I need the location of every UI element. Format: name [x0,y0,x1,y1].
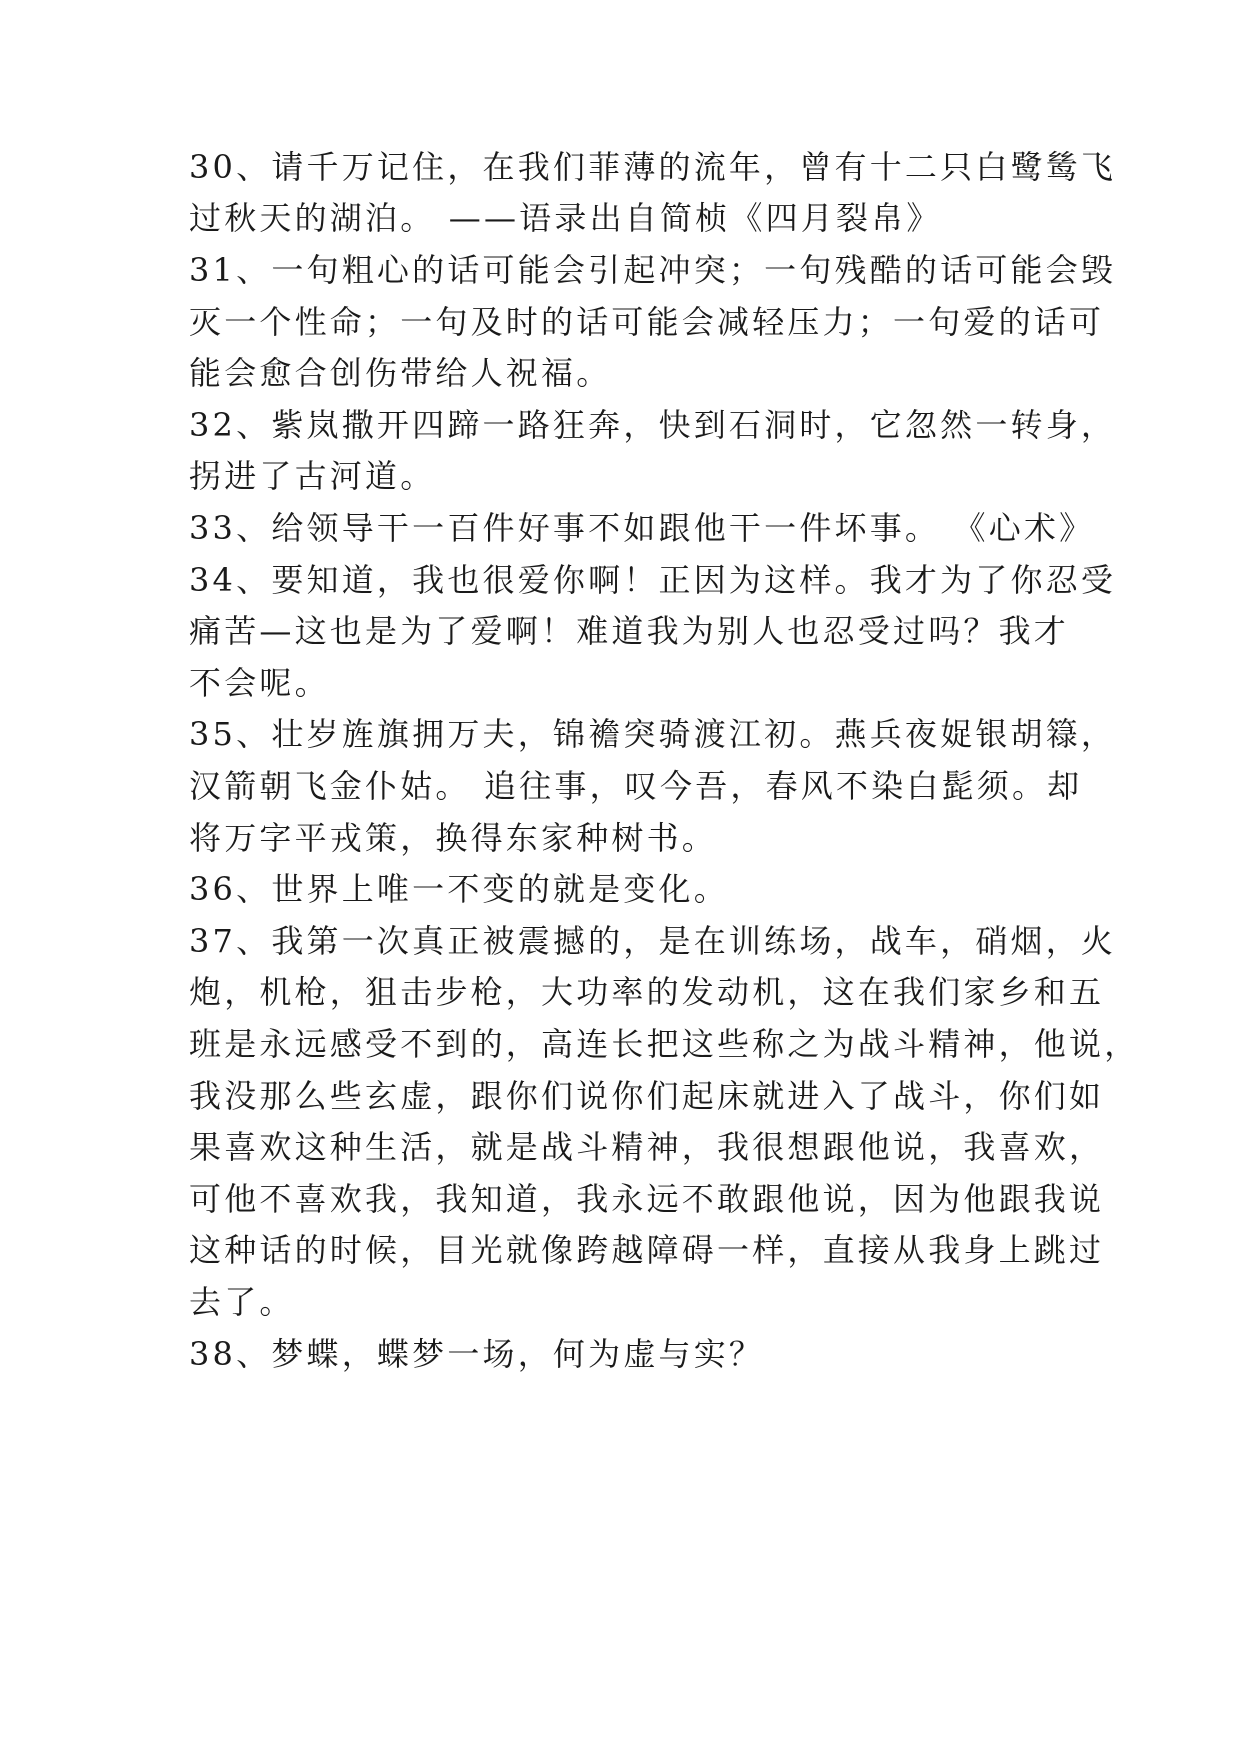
text-line: 34、要知道，我也很爱你啊！正因为这样。我才为了你忍受 [189,561,1117,599]
text-line: 不会呢。 [189,664,330,702]
text-line: 31、一句粗心的话可能会引起冲突；一句残酷的话可能会毁 [189,251,1117,289]
text-line: 拐进了古河道。 [189,457,436,495]
text-line: 去了。 [189,1283,295,1321]
text-line: 33、给领导干一百件好事不如跟他干一件坏事。 《心术》 [189,509,1095,547]
text-line: 32、紫岚撒开四蹄一路狂奔，快到石洞时，它忽然一转身， [189,406,1117,444]
text-line: 痛苦—这也是为了爱啊！难道我为别人也忍受过吗？我才 [189,612,1070,650]
text-line: 36、世界上唯一不变的就是变化。 [189,870,729,908]
text-line: 灭一个性命；一句及时的话可能会减轻压力；一句爱的话可 [189,303,1105,341]
text-line: 30、请千万记住，在我们菲薄的流年，曾有十二只白鹭鸶飞 [189,148,1117,186]
text-line: 班是永远感受不到的，高连长把这些称之为战斗精神，他说， [189,1025,1140,1063]
text-line: 能会愈合创伤带给人祝福。 [189,354,612,392]
text-line: 汉箭朝飞金仆姑。 追往事，叹今吾，春风不染白髭须。却 [189,767,1083,805]
text-line: 果喜欢这种生活，就是战斗精神，我很想跟他说，我喜欢， [189,1128,1105,1166]
text-line: 我没那么些玄虚，跟你们说你们起床就进入了战斗，你们如 [189,1077,1105,1115]
text-line: 35、壮岁旌旗拥万夫，锦襜突骑渡江初。燕兵夜娖银胡簶， [189,715,1117,753]
text-line: 38、梦蝶，蝶梦一场，何为虚与实？ [189,1335,765,1373]
text-line: 将万字平戎策，换得东家种树书。 [189,819,718,857]
text-line: 37、我第一次真正被震撼的，是在训练场，战车，硝烟，火 [189,922,1117,960]
text-line: 这种话的时候，目光就像跨越障碍一样，直接从我身上跳过 [189,1231,1105,1269]
text-line: 炮，机枪，狙击步枪，大功率的发动机，这在我们家乡和五 [189,973,1105,1011]
text-line: 过秋天的湖泊。 ——语录出自简桢《四月裂帛》 [189,199,942,237]
text-line: 可他不喜欢我，我知道，我永远不敢跟他说，因为他跟我说 [189,1180,1105,1218]
